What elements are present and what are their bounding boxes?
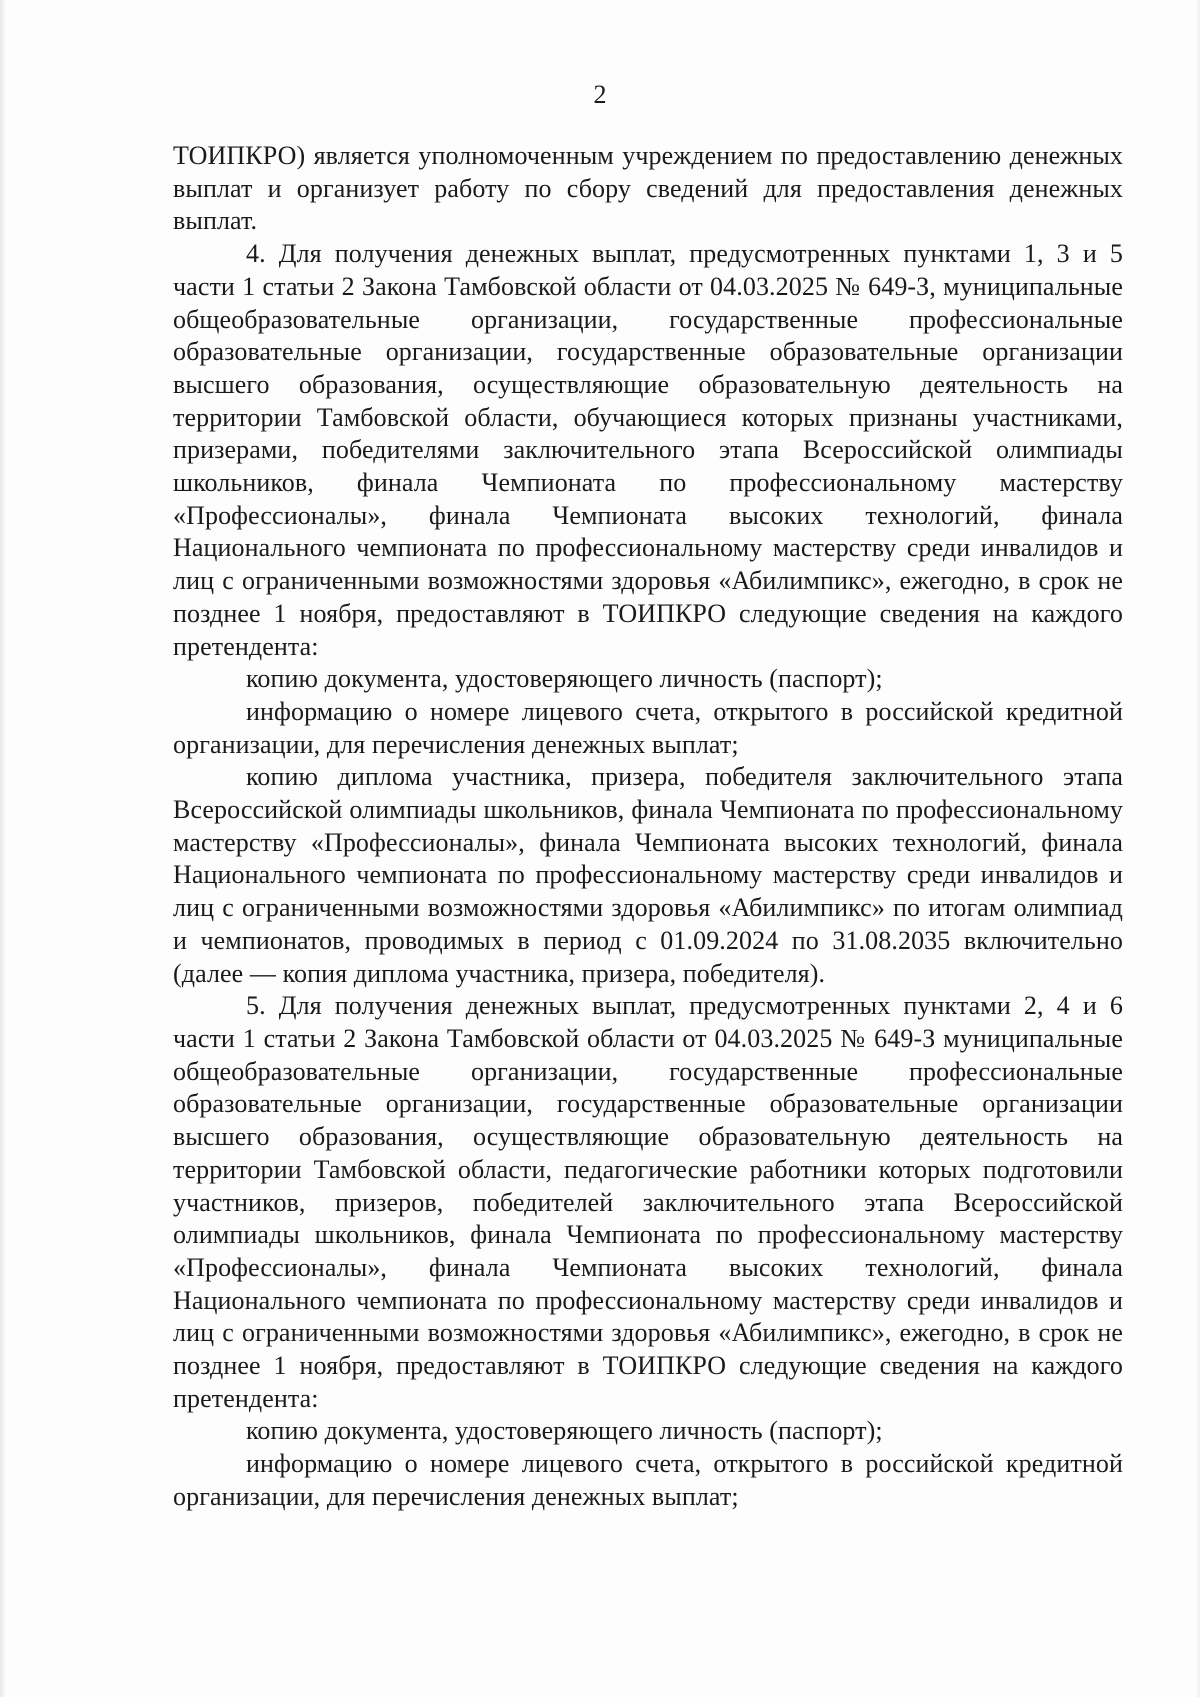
paragraph-item-5: 5. Для получения денежных выплат, предусмотренных пунктами 2, 4 и 6 части 1 статьи 2 Закона Тамбовской области от 04.03.2025 № 649-З муниципальные общеобразовательные организации, государственные профессиональные образовательные организации, государственные образовательные организации высшего образования, осуществляющие образовательную деятельность на территории Тамбовской области, педагогические работники которых подготовили участников, призеров, победителей заключительного этапа Всероссийской олимпиады школьников, финала Чемпионата по профессиональному мастерству «Профессионалы», финала Чемпионата высоких технологий, финала Национального чемпионата по профессиональному мастерству среди инвалидов и лиц с ограниченными возможностями здоровья «Абилимпикс», ежегодно, в срок не позднее 1 ноября, предоставляют в ТОИПКРО следующие сведения на каждого претендента: (173, 991, 1123, 1413)
paragraph-diploma-copy: копию диплома участника, призера, победителя заключительного этапа Всероссийской олимпиады школьников, финала Чемпионата по профессиональному мастерству «Профессионалы», финала Чемпионата высоких технологий, финала Национального чемпионата по профессиональному мастерству среди инвалидов и лиц с ограниченными возможностями здоровья «Абилимпикс» по итогам олимпиад и чемпионатов, проводимых в период с 01.09.2024 по 31.08.2035 включительно (далее — копия диплома участника, призера, победителя). (173, 762, 1123, 988)
scan-edge-left (0, 0, 6, 1697)
paragraph-account-info: информацию о номере лицевого счета, открытого в российской кредитной организации, для перечисления денежных выплат; (173, 696, 1123, 759)
page-number: 2 (593, 80, 607, 109)
paragraph-item-4: 4. Для получения денежных выплат, предусмотренных пунктами 1, 3 и 5 части 1 статьи 2 Закона Тамбовской области от 04.03.2025 № 649-З, муниципальные общеобразовательные организации, государственные профессиональные образовательные организации, государственные образовательные организации высшего образования, осуществляющие образовательную деятельность на территории Тамбовской области, обучающиеся которых признаны участниками, призерами, победителями заключительного этапа Всероссийской олимпиады школьников, финала Чемпионата по профессиональному мастерству «Профессионалы», финала Чемпионата высоких технологий, финала Национального чемпионата по профессиональному мастерству среди инвалидов и лиц с ограниченными возможностями здоровья «Абилимпикс», ежегодно, в срок не позднее 1 ноября, предоставляют в ТОИПКРО следующие сведения на каждого претендента: (173, 239, 1123, 661)
paragraph-continuation: ТОИПКРО) является уполномоченным учреждением по предоставлению денежных выплат и организует работу по сбору сведений для предоставления денежных выплат. (173, 141, 1123, 236)
scan-edge-right (1196, 0, 1200, 1697)
paragraph-account-info-2: информацию о номере лицевого счета, открытого в российской кредитной организации, для перечисления денежных выплат; (173, 1449, 1123, 1511)
paragraph-passport-copy-2: копию документа, удостоверяющего личность (паспорт); (246, 1416, 883, 1446)
document-body (173, 140, 1123, 1514)
paragraph-passport-copy: копию документа, удостоверяющего личность (паспорт); (246, 664, 883, 694)
